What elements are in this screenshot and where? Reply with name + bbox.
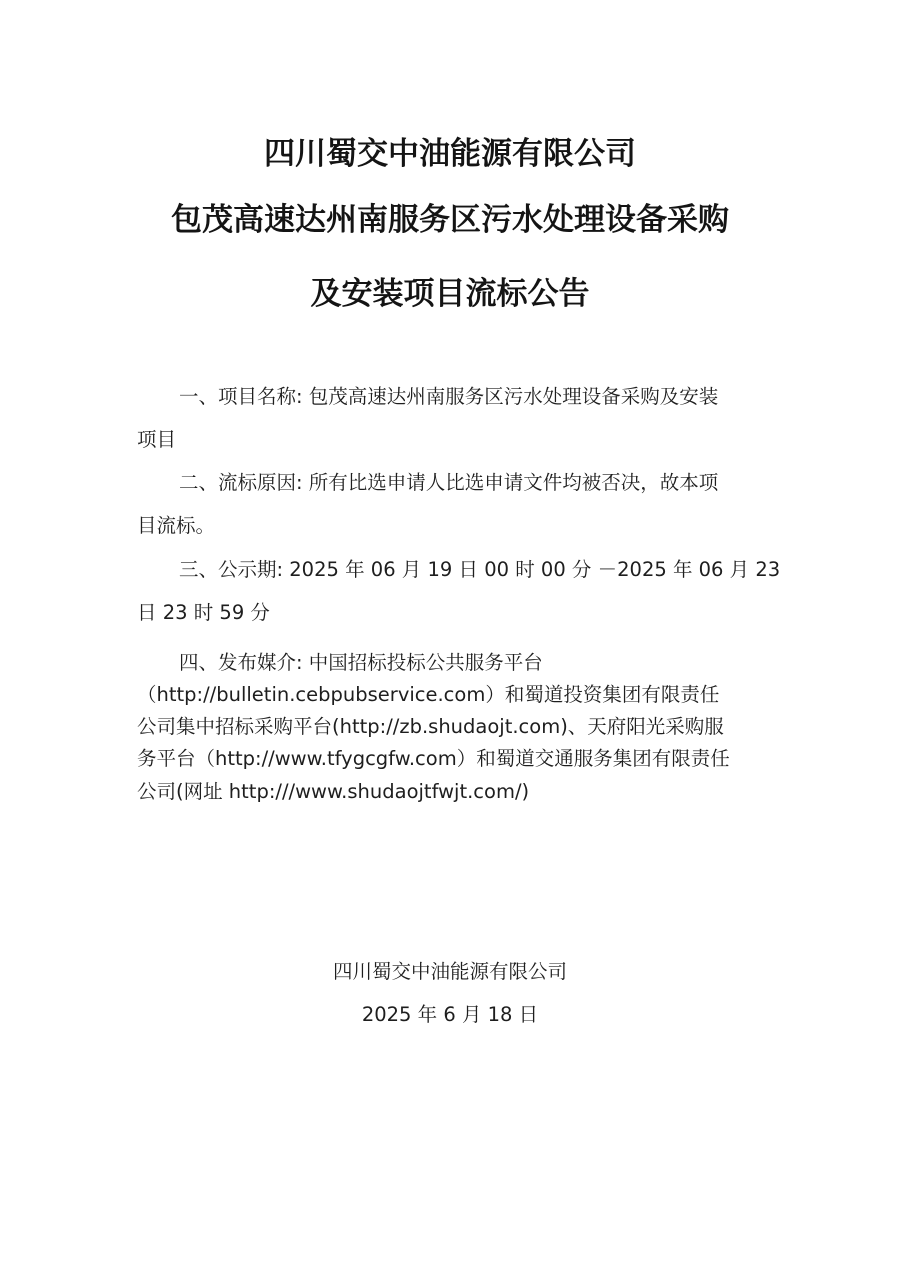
section-publicity-period-line-2: 日 23 时 59 分 — [137, 601, 270, 624]
section-project-name-line-2: 项目 — [137, 428, 177, 451]
section-media-line-2: （http://bulletin.cebpubservice.com）和蜀道投资集团有限责任 — [137, 683, 720, 706]
section-media-line-1: 四、发布媒介: 中国招标投标公共服务平台 — [179, 651, 543, 674]
signature-company: 四川蜀交中油能源有限公司 — [332, 960, 567, 983]
section-project-name-line-1: 一、项目名称: 包茂高速达州南服务区污水处理设备采购及安装 — [179, 385, 719, 408]
title-notice: 及安装项目流标公告 — [310, 276, 590, 312]
section-failure-reason-line-1: 二、流标原因: 所有比选申请人比选申请文件均被否决，故本项 — [179, 471, 719, 494]
section-media-line-5: 公司(网址 http:///www.shudaojtfwjt.com/) — [137, 780, 530, 803]
title-project: 包茂高速达州南服务区污水处理设备采购 — [171, 202, 729, 238]
section-media-line-4: 务平台（http://www.tfygcgfw.com）和蜀道交通服务集团有限责任 — [137, 747, 730, 770]
section-publicity-period-line-1: 三、公示期: 2025 年 06 月 19 日 00 时 00 分 －2025 年 06 月 23 — [179, 558, 781, 581]
signature-date: 2025 年 6 月 18 日 — [361, 1003, 539, 1026]
section-media-line-3: 公司集中招标采购平台(http://zb.shudaojt.com)、天府阳光采购服 — [137, 715, 724, 738]
title-company: 四川蜀交中油能源有限公司 — [264, 136, 636, 172]
section-failure-reason-line-2: 目流标。 — [137, 514, 216, 537]
